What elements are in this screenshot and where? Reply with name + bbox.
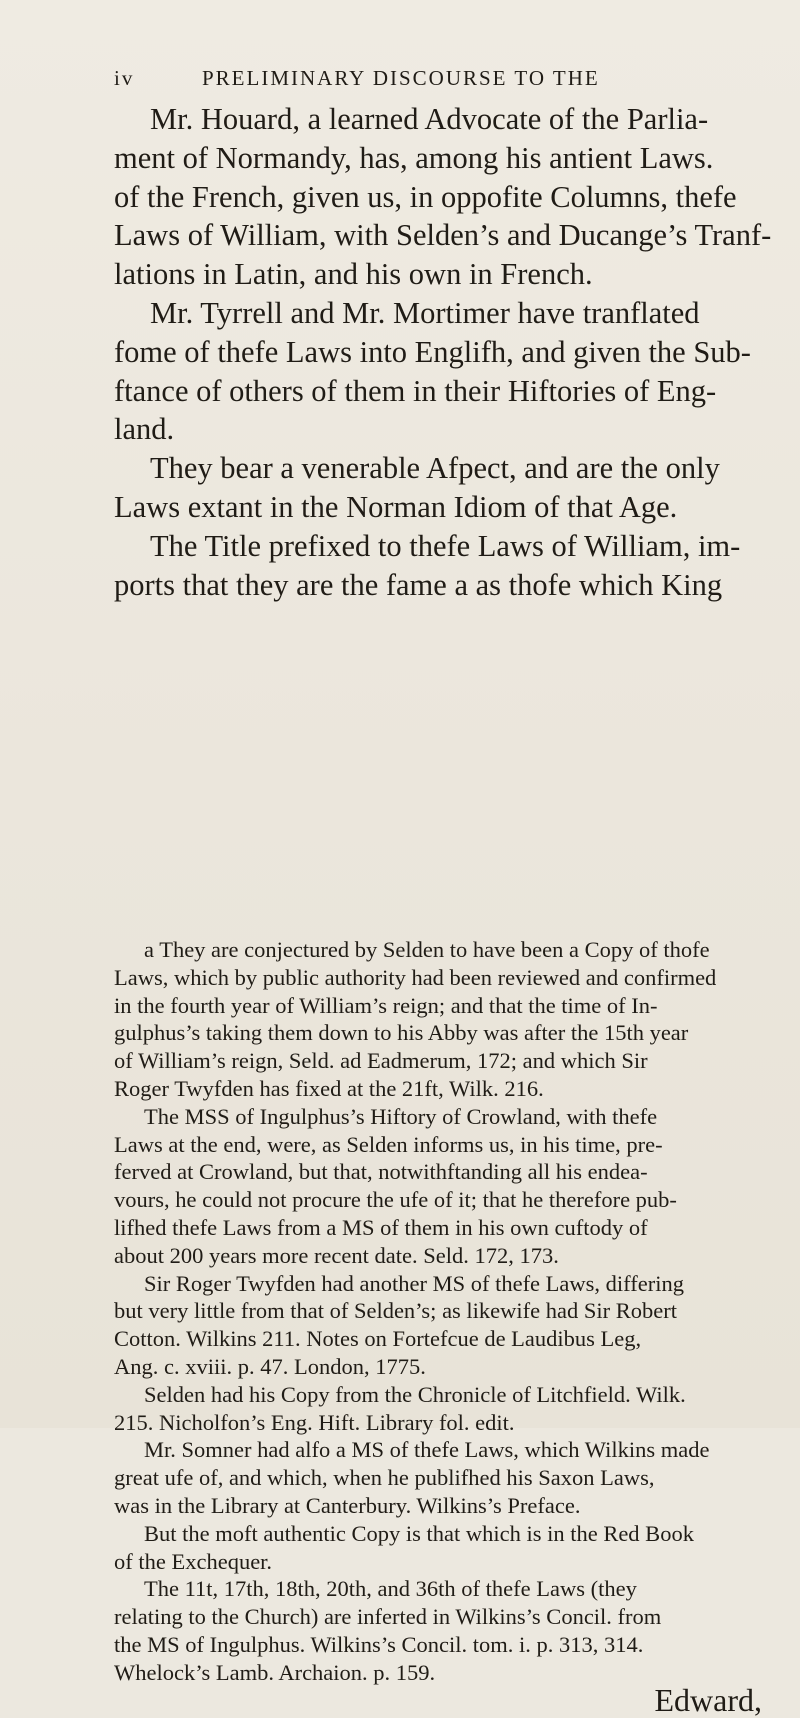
footnote-line: but very little from that of Selden’s; as likewife had Sir Robert — [114, 1298, 678, 1324]
text-line: The Title prefixed to thefe Laws of William, im- — [150, 528, 741, 563]
footnote-line: But the moft authentic Copy is that which is in the Red Book — [144, 1520, 694, 1546]
footnote-line: The MSS of Ingulphus’s Hiftory of Crowland, with thefe — [144, 1103, 658, 1129]
footnote-line: was in the Library at Canterbury. Wilkins’s Preface. — [114, 1492, 581, 1518]
footnote-line: about 200 years more recent date. Seld. 172, 173. — [114, 1242, 559, 1268]
main-text — [114, 100, 774, 604]
footnote-line: Laws at the end, were, as Selden informs us, in his time, pre- — [114, 1131, 663, 1157]
footnote-line: lifhed thefe Laws from a MS of them in his own cuftody of — [114, 1214, 648, 1240]
footnote-line: Ang. c. xviii. p. 47. London, 1775. — [114, 1353, 426, 1379]
footnote-line: Roger Twyfden has fixed at the 21ft, Wilk. 216. — [114, 1075, 544, 1101]
running-title: PRELIMINARY DISCOURSE TO THE — [202, 66, 600, 90]
footnote-line: ferved at Crowland, but that, notwithftanding all his endea- — [114, 1159, 648, 1185]
footnote-line: vours, he could not procure the ufe of it; that he therefore pub- — [114, 1187, 677, 1213]
catchword: Edward, — [654, 1681, 762, 1718]
text-line: Laws of William, with Selden’s and Ducange’s Tranf- — [114, 218, 772, 253]
footnotes — [114, 936, 774, 1718]
text-line: Mr. Houard, a learned Advocate of the Parlia- — [150, 102, 709, 136]
text-line: land. — [114, 412, 175, 447]
footnote-line: Mr. Somner had alfo a MS of thefe Laws, which Wilkins made — [144, 1437, 710, 1463]
footnote-line: Selden had his Copy from the Chronicle of Litchfield. Wilk. — [144, 1381, 686, 1407]
footnote-line: of the Exchequer. — [114, 1548, 273, 1574]
footnote-line: a They are conjectured by Selden to have been a Copy of thofe — [144, 937, 710, 962]
footnote-line: Cotton. Wilkins 211. Notes on Fortefcue de Laudibus Leg, — [114, 1326, 642, 1352]
text-line: lations in Latin, and his own in French. — [114, 257, 593, 292]
text-line: Mr. Tyrrell and Mr. Mortimer have tranflated — [150, 295, 700, 330]
footnote-line: gulphus’s taking them down to his Abby was after the 15th year — [114, 1020, 689, 1046]
page-header — [114, 66, 754, 96]
text-line: ports that they are the fame a as thofe which King — [114, 567, 723, 602]
footnote-line: Sir Roger Twyfden had another MS of thefe Laws, differing — [144, 1270, 684, 1296]
footnote-line: 215. Nicholfon’s Eng. Hift. Library fol. edit. — [114, 1409, 515, 1435]
page-number: iv — [114, 66, 135, 90]
footnote-line: Whelock’s Lamb. Archaion. p. 159. — [114, 1659, 436, 1685]
text-line: fome of thefe Laws into Englifh, and given the Sub- — [114, 334, 751, 369]
footnote-line: in the fourth year of William’s reign; and that the time of In- — [114, 992, 658, 1018]
footnote-line: the MS of Ingulphus. Wilkins’s Concil. tom. i. p. 313, 314. — [114, 1631, 644, 1657]
text-line: ment of Normandy, has, among his antient Laws. — [114, 140, 714, 175]
text-line: They bear a venerable Afpect, and are the only — [150, 451, 720, 486]
footnote-line: great ufe of, and which, when he publifhed his Saxon Laws, — [114, 1465, 655, 1491]
text-line: of the French, given us, in oppofite Columns, thefe — [114, 179, 737, 214]
footnote-line: Laws, which by public authority had been reviewed and confirmed — [114, 964, 717, 990]
footnote-line: of William’s reign, Seld. ad Eadmerum, 172; and which Sir — [114, 1048, 648, 1074]
footnote-line: relating to the Church) are inferted in Wilkins’s Concil. from — [114, 1604, 662, 1630]
text-line: Laws extant in the Norman Idiom of that Age. — [114, 489, 678, 524]
text-line: ftance of others of them in their Hiftories of Eng- — [114, 373, 717, 408]
footnote-line: The 11t, 17th, 18th, 20th, and 36th of thefe Laws (they — [144, 1576, 637, 1602]
